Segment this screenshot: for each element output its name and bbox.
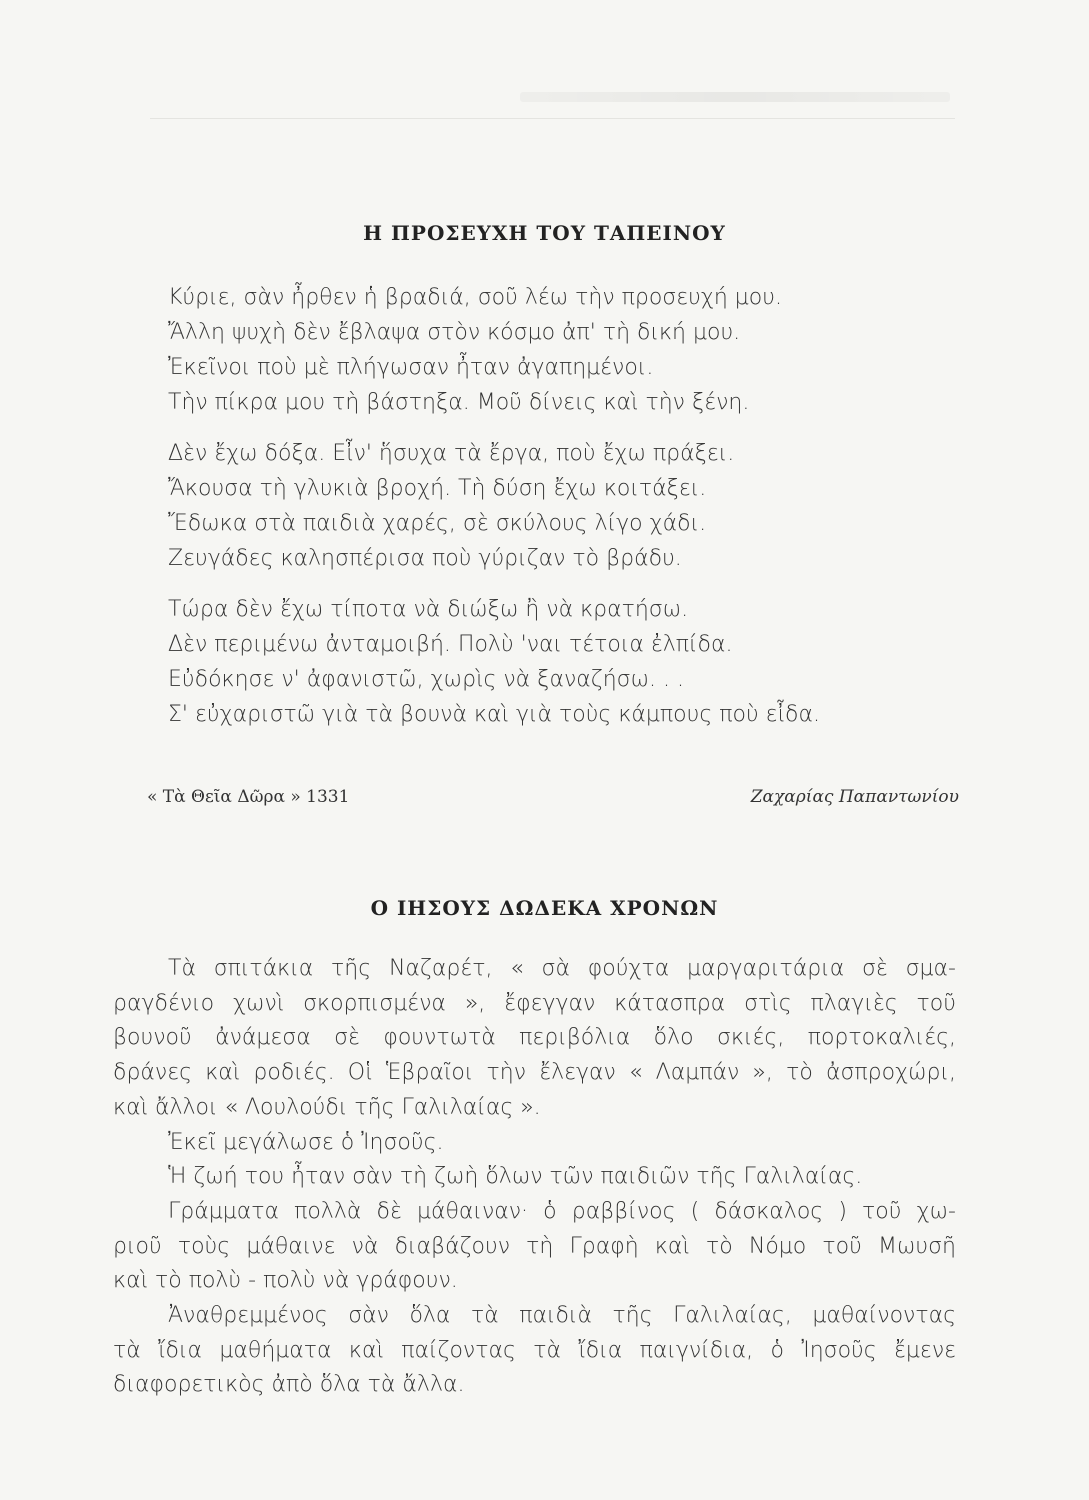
prose-text <box>113 952 956 1403</box>
stanza-1 <box>168 280 968 420</box>
prose-line: διαφορετικὸς ἀπὸ ὅλα τὰ ἄλλα. <box>113 1372 465 1398</box>
prose-line: Ἡ ζωή του ἦταν σὰν τὴ ζωὴ ὅλων τῶν παιδιῶν τῆς Γαλιλαίας. <box>168 1164 863 1190</box>
prose-line: Γράμματα πολλὰ δὲ μάθαιναν· ὁ ραββίνος ( δάσκαλος ) τοῦ χω- <box>168 1198 956 1224</box>
poem <box>168 280 968 748</box>
poem-line: Ἔδωκα στὰ παιδιὰ χαρές, σὲ σκύλους λίγο χάδι. <box>168 511 707 536</box>
prose-line: Τὰ σπιτάκια τῆς Ναζαρέτ, « σὰ φούχτα μαργαριτάρια σὲ σμα- <box>168 956 956 981</box>
prose-line: καὶ ἄλλοι « Λουλούδι τῆς Γαλιλαίας ». <box>113 1094 541 1120</box>
poem-line: Δὲν περιμένω ἀνταμοιβή. Πολὺ 'ναι τέτοια ἐλπίδα. <box>168 632 733 657</box>
poem-line: Τώρα δὲν ἔχω τίποτα νὰ διώξω ἢ νὰ κρατήσω. <box>168 597 689 622</box>
poem-line: Σ' εὐχαριστῶ γιὰ τὰ βουνὰ καὶ γιὰ τοὺς κάμπους ποὺ εἶδα. <box>168 702 820 727</box>
poem-author: Ζαχαρίας Παπαντωνίου <box>750 787 959 807</box>
prose-line: Ἀναθρεμμένος σὰν ὅλα τὰ παιδιὰ τῆς Γαλιλαίας, μαθαίνοντας <box>168 1303 956 1329</box>
prose-line: δράνες καὶ ροδιές. Οἱ Ἑβραῖοι τὴν ἔλεγαν « Λαμπάν », τὸ ἀσπροχώρι, <box>113 1060 956 1086</box>
poem-line: Τὴν πίκρα μου τὴ βάστηξα. Μοῦ δίνεις καὶ τὴν ξένη. <box>168 390 750 415</box>
poem-line: Ἄλλη ψυχὴ δὲν ἔβλαψα στὸν κόσμο ἀπ' τὴ δική μου. <box>168 320 741 345</box>
poem-line: Ζευγάδες καλησπέρισα ποὺ γύριζαν τὸ βράδυ. <box>168 546 682 571</box>
bleed-through-header <box>520 92 950 102</box>
prose-line: τὰ ἴδια μαθήματα καὶ παίζοντας τὰ ἴδια παιγνίδια, ὁ Ἰησοῦς ἔμενε <box>113 1337 956 1363</box>
prose-line: ριοῦ τοὺς μάθαινε νὰ διαβάζουν τὴ Γραφὴ καὶ τὸ Νόμο τοῦ Μωυσῆ <box>113 1233 956 1259</box>
poem-line: Δὲν ἔχω δόξα. Εἶν' ἥσυχα τὰ ἔργα, ποὺ ἔχω πράξει. <box>168 441 735 466</box>
poem-line: Ἄκουσα τὴ γλυκιὰ βροχή. Τὴ δύση ἔχω κοιτάξει. <box>168 476 707 501</box>
poem-line: Κύριε, σὰν ἦρθεν ἡ βραδιά, σοῦ λέω τὴν προσευχή μου. <box>168 285 782 310</box>
prose-line: ραγδένιο χωνὶ σκορπισμένα », ἔφεγγαν κάτασπρα στὶς πλαγιὲς τοῦ <box>113 990 956 1016</box>
prose-line: Ἐκεῖ μεγάλωσε ὁ Ἰησοῦς. <box>168 1129 444 1155</box>
poem-line: Εὐδόκησε ν' ἀφανιστῶ, χωρὶς νὰ ξαναζήσω. . . <box>168 667 684 692</box>
stanza-2 <box>168 436 968 576</box>
prose-title: Ο ΙΗΣΟΥΣ ΔΩΔΕΚΑ ΧΡΟΝΩΝ <box>370 896 719 920</box>
bleed-through-rule <box>150 118 955 119</box>
stanza-3 <box>168 592 968 732</box>
poem-source: « Τὰ Θεῖα Δῶρα » 1331 <box>147 787 350 807</box>
poem-line: Ἐκεῖνοι ποὺ μὲ πλήγωσαν ἦταν ἀγαπημένοι. <box>168 355 654 380</box>
prose-line: βουνοῦ ἀνάμεσα σὲ φουντωτὰ περιβόλια ὅλο σκιές, πορτοκαλιές, <box>113 1025 956 1051</box>
poem-title: Η ΠΡΟΣΕΥΧΗ ΤΟΥ ΤΑΠΕΙΝΟΥ <box>363 221 726 245</box>
prose-line: καὶ τὸ πολὺ - πολὺ νὰ γράφουν. <box>113 1268 458 1294</box>
